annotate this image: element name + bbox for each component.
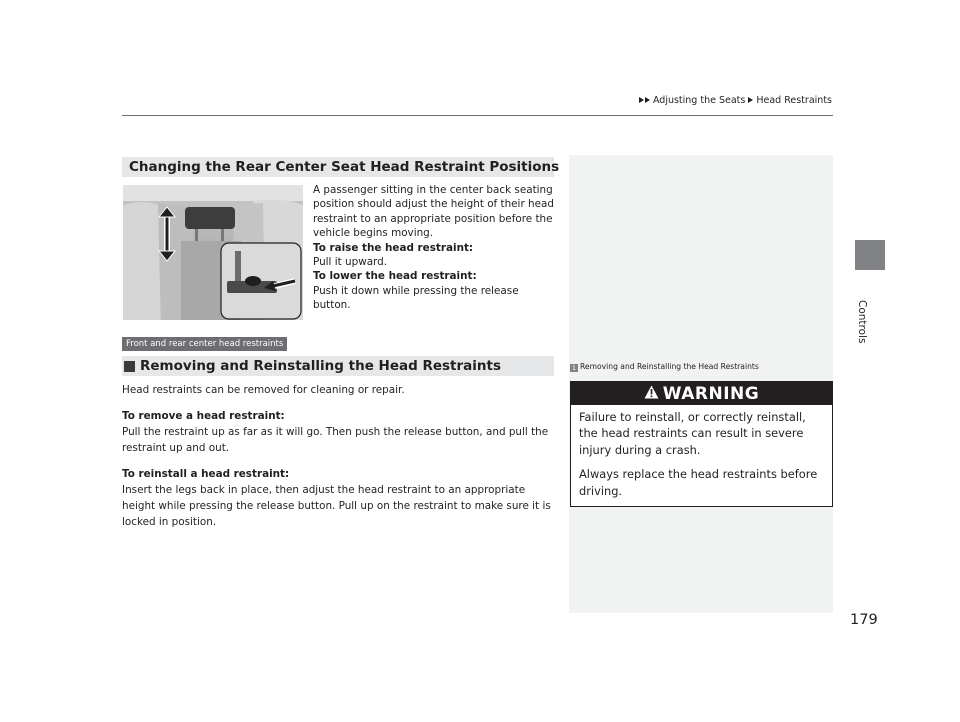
raise-text: Pull it upward. xyxy=(313,256,388,269)
heading-square-icon xyxy=(124,361,135,372)
breadcrumb-arrow-icon xyxy=(645,97,650,103)
breadcrumb-arrow-icon xyxy=(748,97,753,103)
section-heading-changing xyxy=(122,157,560,177)
note-number-icon: 1 xyxy=(571,364,577,372)
head-restraint-illustration xyxy=(123,185,303,320)
section2-body xyxy=(122,382,556,530)
remove-text: Pull the restraint up as far as it will go. Then push the release button, and pull the restraint up and out. xyxy=(122,426,549,454)
lower-text: Push it down while pressing the release button. xyxy=(313,284,519,312)
section1-intro: A passenger sitting in the center back seating position should adjust the height of their head restraint to an appropriate position before the vehicle begins moving. xyxy=(313,184,554,240)
warning-triangle-icon xyxy=(644,384,659,404)
section-heading-text: Changing the Rear Center Seat Head Restraint Positions xyxy=(129,159,560,175)
raise-label: To raise the head restraint: xyxy=(313,241,474,254)
side-section-label xyxy=(854,300,870,360)
head-restraint-illustration-svg xyxy=(123,185,303,320)
breadcrumb xyxy=(639,95,832,106)
section-tab-marker xyxy=(855,240,885,270)
warning-label: WARNING xyxy=(662,383,760,404)
header-rule xyxy=(122,115,833,116)
lower-label: To lower the head restraint: xyxy=(313,270,477,283)
side-section-text: Controls xyxy=(856,300,868,344)
section-heading-removing xyxy=(122,356,554,376)
breadcrumb-part-1[interactable]: Adjusting the Seats xyxy=(652,95,746,106)
section2-intro: Head restraints can be removed for cleaning or repair. xyxy=(122,384,405,396)
warning-box xyxy=(570,381,833,507)
warning-header xyxy=(571,382,832,405)
reinstall-text: Insert the legs back in place, then adjust the head restraint to an appropriate height while pressing the release button. Pull up on the restraint to make sure it is locked in position. xyxy=(122,484,551,528)
breadcrumb-part-2[interactable]: Head Restraints xyxy=(756,95,832,106)
page-number: 179 xyxy=(850,612,878,628)
section-heading-text: Removing and Reinstalling the Head Restraints xyxy=(140,358,502,374)
sidebar-note-title xyxy=(570,362,759,372)
reinstall-label: To reinstall a head restraint: xyxy=(122,468,290,480)
sidebar-note-title-text[interactable]: Removing and Reinstalling the Head Restraints xyxy=(580,362,759,371)
warning-body xyxy=(571,405,832,499)
warning-text-1: Failure to reinstall, or correctly reinstall, the head restraints can result in severe injury during a crash. xyxy=(579,410,806,457)
warning-text-2: Always replace the head restraints before driving. xyxy=(579,467,818,498)
breadcrumb-arrow-icon xyxy=(639,97,644,103)
section1-body xyxy=(313,183,555,313)
remove-label: To remove a head restraint: xyxy=(122,410,285,422)
caption-badge: Front and rear center head restraints xyxy=(122,337,287,351)
